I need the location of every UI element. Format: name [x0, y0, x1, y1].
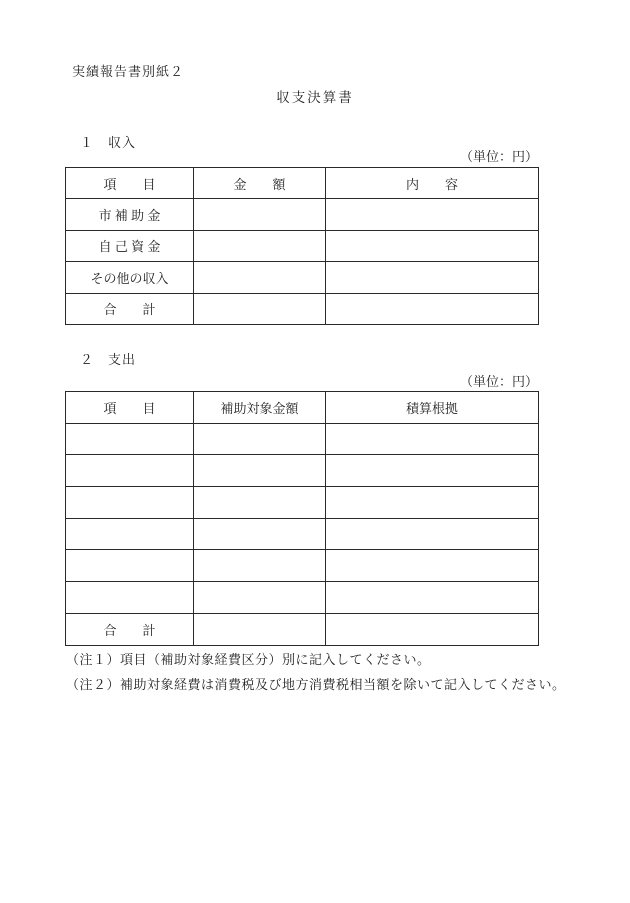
- table-row: [66, 582, 539, 614]
- expense-unit-label: （単位：円）: [459, 374, 538, 389]
- income-content-cell: [326, 199, 539, 230]
- expense-amount-cell: [194, 550, 326, 582]
- expense-basis-cell: [326, 423, 539, 455]
- expense-row-label: [66, 518, 194, 550]
- expense-total-amount-cell: [194, 613, 326, 645]
- income-row-label: 自 己 資 金: [66, 230, 194, 261]
- expense-basis-cell: [326, 518, 539, 550]
- attachment-label: 実績報告書別紙２: [72, 64, 185, 79]
- expense-total-label: 合 計: [66, 613, 194, 645]
- income-content-cell: [326, 230, 539, 261]
- expense-row-label: [66, 582, 194, 614]
- expense-amount-cell: [194, 582, 326, 614]
- expense-basis-cell: [326, 550, 539, 582]
- expense-total-basis-cell: [326, 613, 539, 645]
- expense-total-row: [66, 613, 539, 645]
- income-total-row: [66, 293, 539, 324]
- expense-header-row: [66, 392, 539, 424]
- income-header-row: [66, 168, 539, 199]
- expense-table: [65, 391, 539, 646]
- expense-row-label: [66, 423, 194, 455]
- expense-basis-cell: [326, 455, 539, 487]
- expense-header-item: 項 目: [66, 392, 194, 424]
- income-total-content-cell: [326, 293, 539, 324]
- expense-header-basis: 積算根拠: [326, 392, 539, 424]
- expense-row-label: [66, 550, 194, 582]
- income-row-label: 市 補 助 金: [66, 199, 194, 230]
- income-section-heading: １ 収入: [80, 135, 137, 150]
- income-total-label: 合 計: [66, 293, 194, 324]
- income-header-content: 内 容: [326, 168, 539, 199]
- table-row: [66, 550, 539, 582]
- expense-header-amount: 補助対象金額: [194, 392, 326, 424]
- expense-amount-cell: [194, 423, 326, 455]
- table-row: [66, 518, 539, 550]
- income-unit-label: （単位：円）: [459, 149, 538, 164]
- expense-amount-cell: [194, 455, 326, 487]
- income-row-label: その他の収入: [66, 262, 194, 293]
- table-row: [66, 423, 539, 455]
- income-content-cell: [326, 262, 539, 293]
- income-total-amount-cell: [194, 293, 326, 324]
- income-amount-cell: [194, 199, 326, 230]
- table-row: [66, 262, 539, 293]
- income-header-amount: 金 額: [194, 168, 326, 199]
- expense-section-heading: ２ 支出: [80, 352, 137, 367]
- table-row: [66, 230, 539, 261]
- expense-basis-cell: [326, 487, 539, 519]
- footnote-2: （注２）補助対象経費は消費税及び地方消費税相当額を除いて記入してください。: [66, 677, 566, 692]
- expense-row-label: [66, 487, 194, 519]
- table-row: [66, 199, 539, 230]
- expense-amount-cell: [194, 487, 326, 519]
- expense-row-label: [66, 455, 194, 487]
- income-amount-cell: [194, 262, 326, 293]
- expense-basis-cell: [326, 582, 539, 614]
- table-row: [66, 487, 539, 519]
- page-title: 収支決算書: [276, 90, 354, 105]
- expense-amount-cell: [194, 518, 326, 550]
- table-row: [66, 455, 539, 487]
- income-table: [65, 167, 539, 325]
- income-header-item: 項 目: [66, 168, 194, 199]
- footnote-1: （注１）項目（補助対象経費区分）別に記入してください。: [66, 652, 431, 667]
- income-amount-cell: [194, 230, 326, 261]
